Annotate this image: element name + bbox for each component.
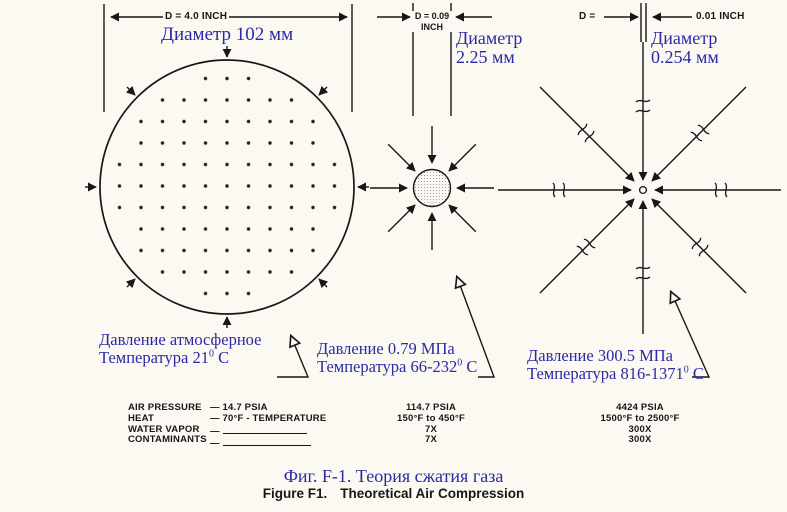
annotation-stage3-pressure: Давление 300.5 МПа (527, 346, 673, 365)
diameter-label-left: Диаметр 102 мм (161, 24, 294, 45)
spec-table-stage1: — 14.7 PSIA — 70°F - TEMPERATURE — — (210, 402, 327, 450)
molecule-dots (114, 74, 340, 300)
spec-label-heat: HEAT (128, 412, 154, 424)
medium-circle-diagram (370, 126, 494, 250)
caption-english-label: Figure F1. (262, 486, 328, 501)
dim-label-middle-line2: INCH (421, 21, 443, 32)
dim-label-middle-line1: D = 0.09 (414, 11, 450, 21)
diameter-middle-line1: Диаметр (456, 28, 523, 48)
diameter-right-line2: 0.254 мм (651, 47, 719, 67)
diameter-label-middle (456, 29, 522, 67)
annotation-stage2-temperature: Температура $66-232^0$ С (317, 356, 478, 376)
stage1-pressure: 14.7 PSIA (222, 402, 268, 413)
stage3-pressure: 4424 PSIA (616, 402, 664, 413)
annotation-stage3 (527, 347, 704, 382)
stage2-compression-1: 7X (424, 423, 438, 435)
stage1-contaminants-blank (223, 437, 311, 446)
stage2-temperature: 150°F to 450°F (397, 412, 465, 424)
dim-label-right-value: 0.01 INCH (696, 11, 745, 22)
stage1-water-vapor-blank (223, 425, 307, 434)
caption-english-title: Theoretical Air Compression (340, 486, 525, 501)
stage1-temperature: 70°F - TEMPERATURE (222, 412, 327, 424)
stage2-pressure: 114.7 PSIA (405, 402, 457, 413)
annotation-stage1-pressure: Давление атмосферное (99, 330, 262, 349)
star-diagram (498, 42, 781, 334)
stage2-compression-2: 7X (424, 434, 438, 446)
diameter-right-line1: Диаметр (651, 28, 718, 48)
dim-label-middle (412, 11, 452, 32)
spec-label-water-vapor: WATER VAPOR (128, 423, 200, 435)
leader-stage1 (277, 336, 308, 377)
annotation-stage2-pressure: Давление 0.79 МПа (317, 339, 455, 358)
annotation-stage2 (317, 340, 477, 375)
diameter-label-right (651, 29, 719, 67)
spec-table-labels (128, 403, 207, 446)
spec-table-stage2 (368, 403, 494, 446)
stage3-compression-2: 300X (628, 434, 652, 446)
spec-label-contaminants: CONTAMINANTS (128, 434, 207, 446)
annotation-stage1-temperature: Температура $21^0$ С (99, 347, 230, 367)
large-circle-diagram (85, 46, 369, 328)
caption-english (0, 487, 787, 501)
annotation-stage3-temperature: Температура 816-1371$^0$ С (527, 363, 704, 383)
spec-table-stage3 (561, 403, 719, 446)
stage3-compression-1: 300X (628, 423, 652, 435)
caption-russian: Фиг. F-1. Теория сжатия газа (283, 466, 504, 486)
dim-label-right-prefix: D = (579, 11, 596, 22)
diameter-middle-line2: 2.25 мм (456, 47, 515, 67)
annotation-stage1 (99, 331, 261, 366)
dim-label-left: D = 4.0 INCH (165, 11, 228, 22)
stage3-temperature: 1500°F to 2500°F (600, 412, 680, 424)
spec-label-air-pressure: AIR PRESSURE (128, 402, 202, 413)
